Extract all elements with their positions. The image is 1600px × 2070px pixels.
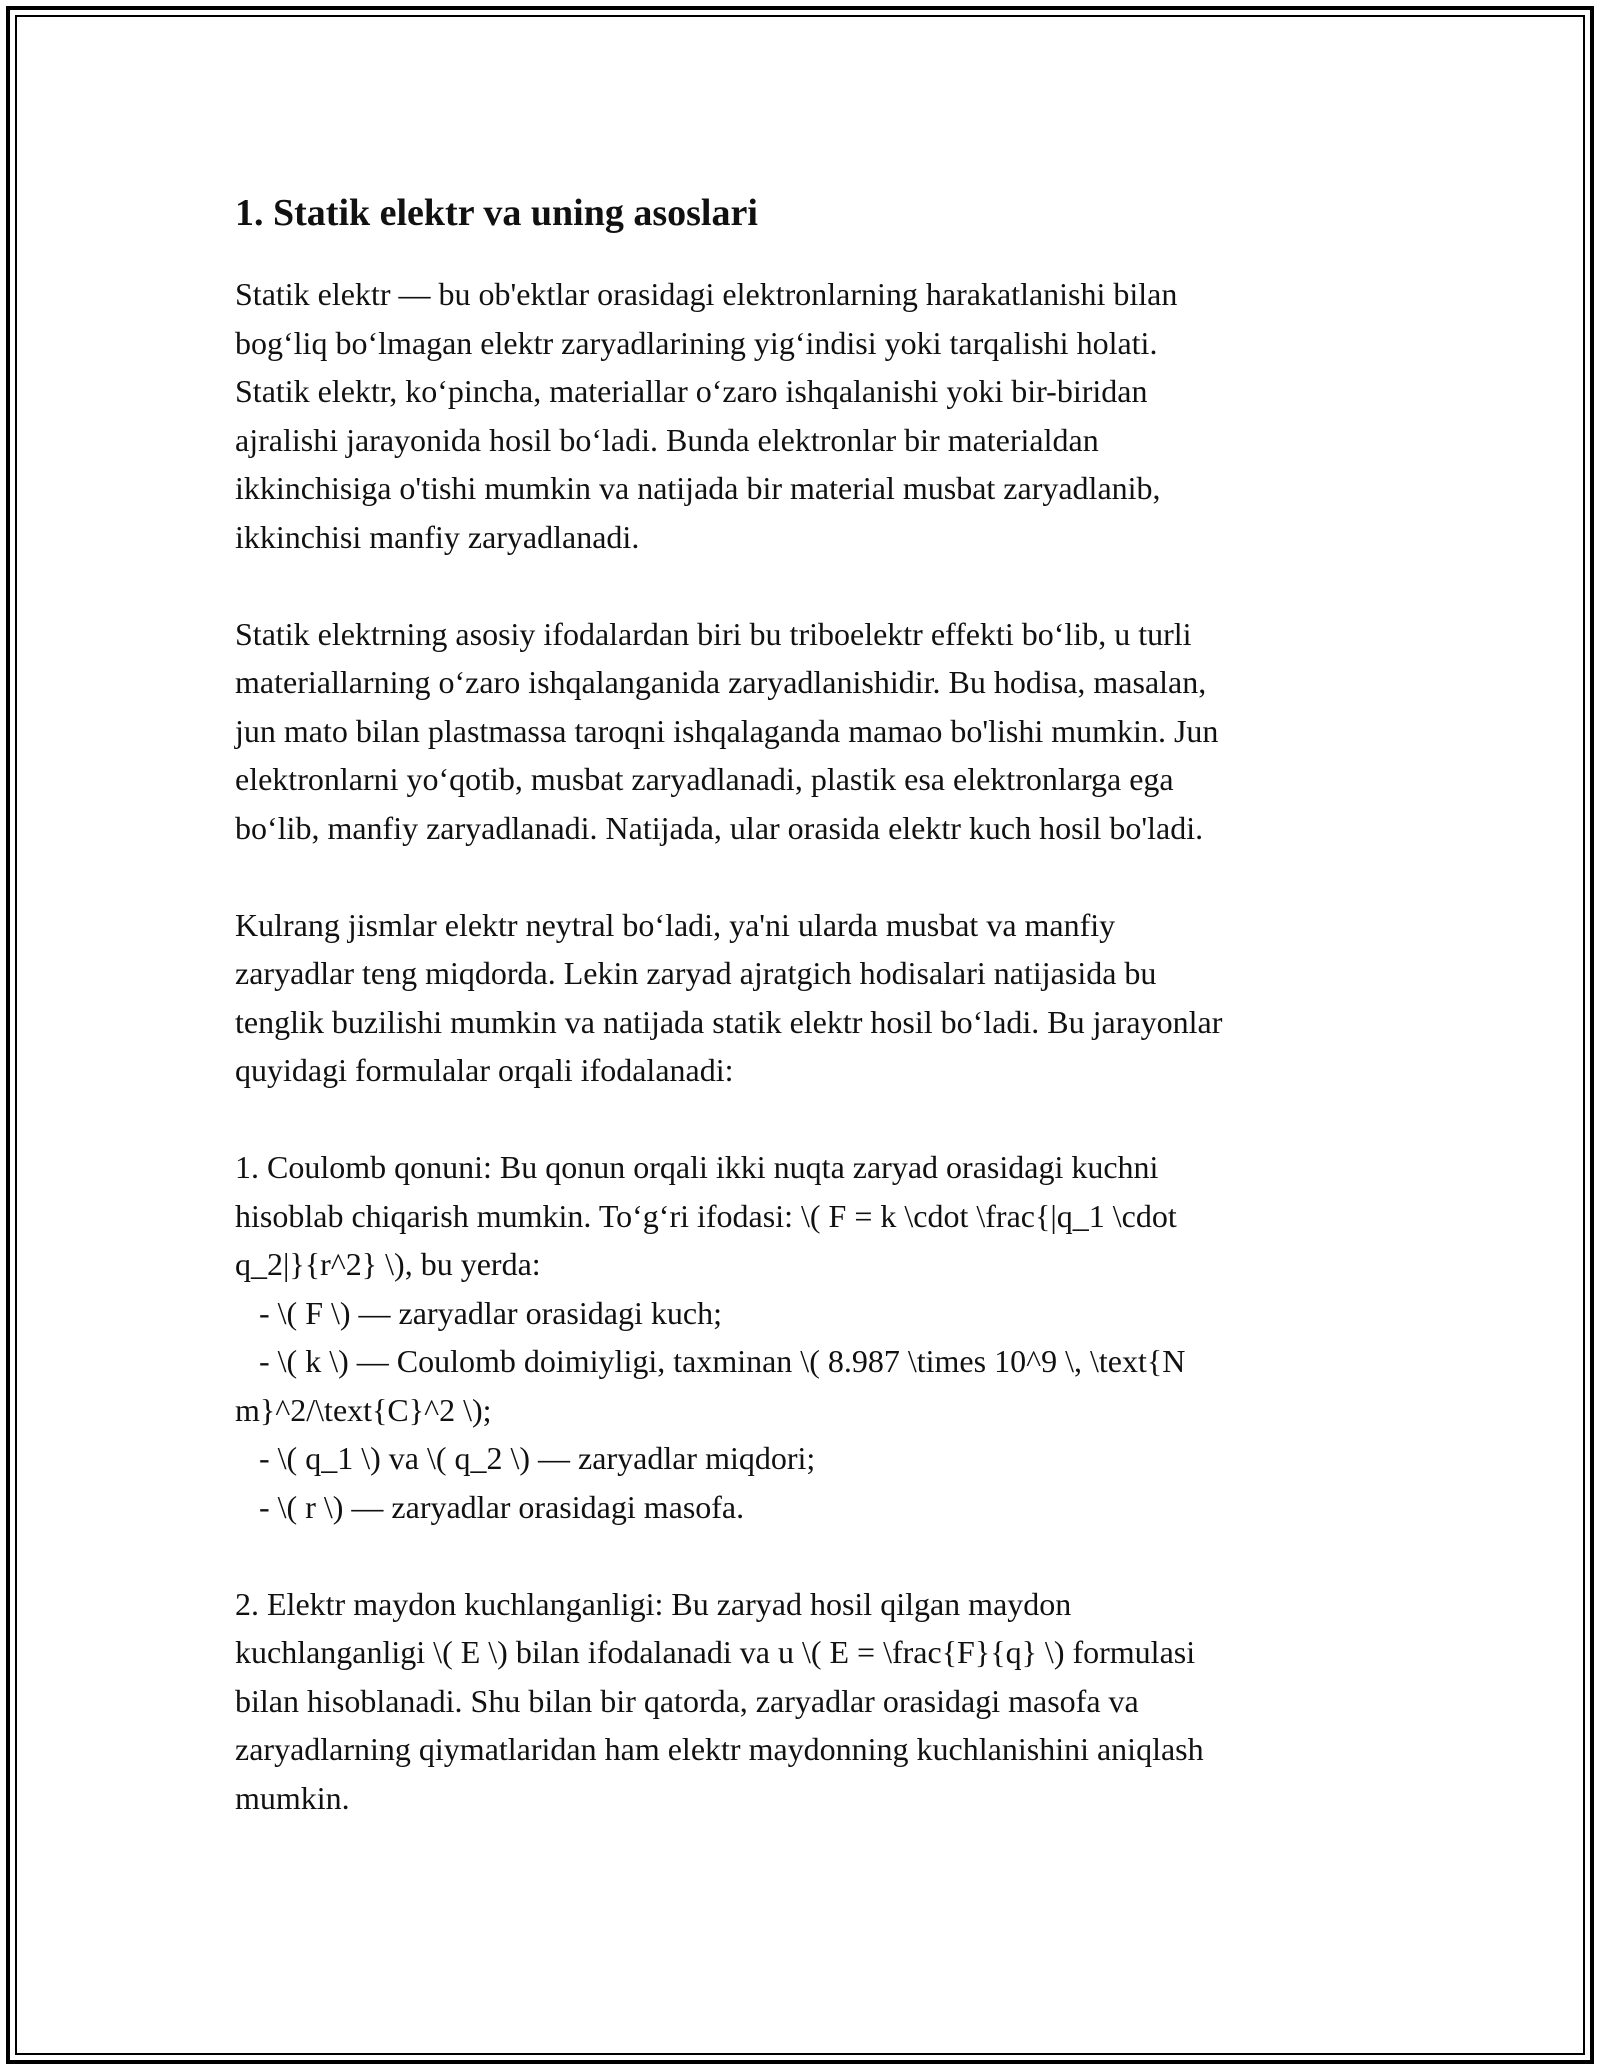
text-line: quyidagi formulalar orqali ifodalanadi: (235, 1052, 734, 1088)
text-line: q_2|}{r^2} \), bu yerda: (235, 1246, 541, 1282)
text-line: - \( F \) — zaryadlar orasidagi kuch; (235, 1294, 722, 1331)
text-line: hisoblab chiqarish mumkin. To‘g‘ri ifodasi: \( F = k \cdot \frac{|q_1 \cdot (235, 1197, 1177, 1234)
text-line: materiallarning o‘zaro ishqalanganida zaryadlanishidir. Bu hodisa, masalan, (235, 664, 1207, 700)
paragraph-container (235, 270, 1375, 1822)
text-line: bo‘lib, manfiy zaryadlanadi. Natijada, ular orasida elektr kuch hosil bo'ladi. (235, 809, 1204, 846)
text-line: zaryadlar teng miqdorda. Lekin zaryad ajratgich hodisalari natijasida bu (235, 955, 1157, 991)
paragraph-gap (235, 852, 1375, 901)
text-line: jun mato bilan plastmassa taroqni ishqalaganda mamao bo'lishi mumkin. Jun (235, 712, 1219, 749)
text-line: - \( k \) — Coulomb doimiyligi, taxminan \( 8.987 \times 10^9 \, \text{N (235, 1343, 1186, 1379)
text-line: bilan hisoblanadi. Shu bilan bir qatorda, zaryadlar orasidagi masofa va (235, 1682, 1139, 1719)
paragraph (235, 1580, 1375, 1823)
text-line: Statik elektrning asosiy ifodalardan biri bu triboelektr effekti bo‘lib, u turli (235, 615, 1192, 652)
text-line: tenglik buzilishi mumkin va natijada statik elektr hosil bo‘ladi. Bu jarayonlar (235, 1003, 1223, 1040)
paragraph (235, 901, 1375, 1095)
text-line: bog‘liq bo‘lmagan elektr zaryadlarining yig‘indisi yoki tarqalishi holati. (235, 324, 1158, 361)
paragraph (235, 270, 1375, 561)
text-line: ikkinchisi manfiy zaryadlanadi. (235, 518, 640, 555)
text-line: mumkin. (235, 1779, 350, 1816)
text-line: Statik elektr, ko‘pincha, materiallar o‘zaro ishqalanishi yoki bir-biridan (235, 373, 1148, 409)
text-line: ajralishi jarayonida hosil bo‘ladi. Bunda elektronlar bir materialdan (235, 421, 1099, 458)
text-line: 2. Elektr maydon kuchlanganligi: Bu zaryad hosil qilgan maydon (235, 1585, 1072, 1622)
paragraph-gap (235, 1095, 1375, 1144)
section-heading: 1. Statik elektr va uning asoslari (235, 192, 758, 234)
text-line: kuchlanganligi \( E \) bilan ifodalanadi va u \( E = \frac{F}{q} \) formulasi (235, 1634, 1196, 1670)
paragraph-gap (235, 561, 1375, 610)
text-line: - \( r \) — zaryadlar orasidagi masofa. (235, 1488, 745, 1525)
document-body (235, 184, 1375, 1822)
paragraph (235, 1143, 1375, 1531)
text-line: ikkinchisiga o'tishi mumkin va natijada bir material musbat zaryadlanib, (235, 470, 1161, 506)
text-line: elektronlarni yo‘qotib, musbat zaryadlanadi, plastik esa elektronlarga ega (235, 761, 1174, 797)
paragraph (235, 610, 1375, 853)
text-line: m}^2/\text{C}^2 \); (235, 1391, 492, 1428)
text-line: 1. Coulomb qonuni: Bu qonun orqali ikki nuqta zaryad orasidagi kuchni (235, 1149, 1159, 1185)
text-line: zaryadlarning qiymatlaridan ham elektr maydonning kuchlanishini aniqlash (235, 1731, 1204, 1767)
text-line: Statik elektr — bu ob'ektlar orasidagi elektronlarning harakatlanishi bilan (235, 276, 1178, 312)
text-line: Kulrang jismlar elektr neytral bo‘ladi, ya'ni ularda musbat va manfiy (235, 906, 1116, 943)
paragraph-gap (235, 1531, 1375, 1580)
text-line: - \( q_1 \) va \( q_2 \) — zaryadlar miqdori; (235, 1440, 816, 1476)
